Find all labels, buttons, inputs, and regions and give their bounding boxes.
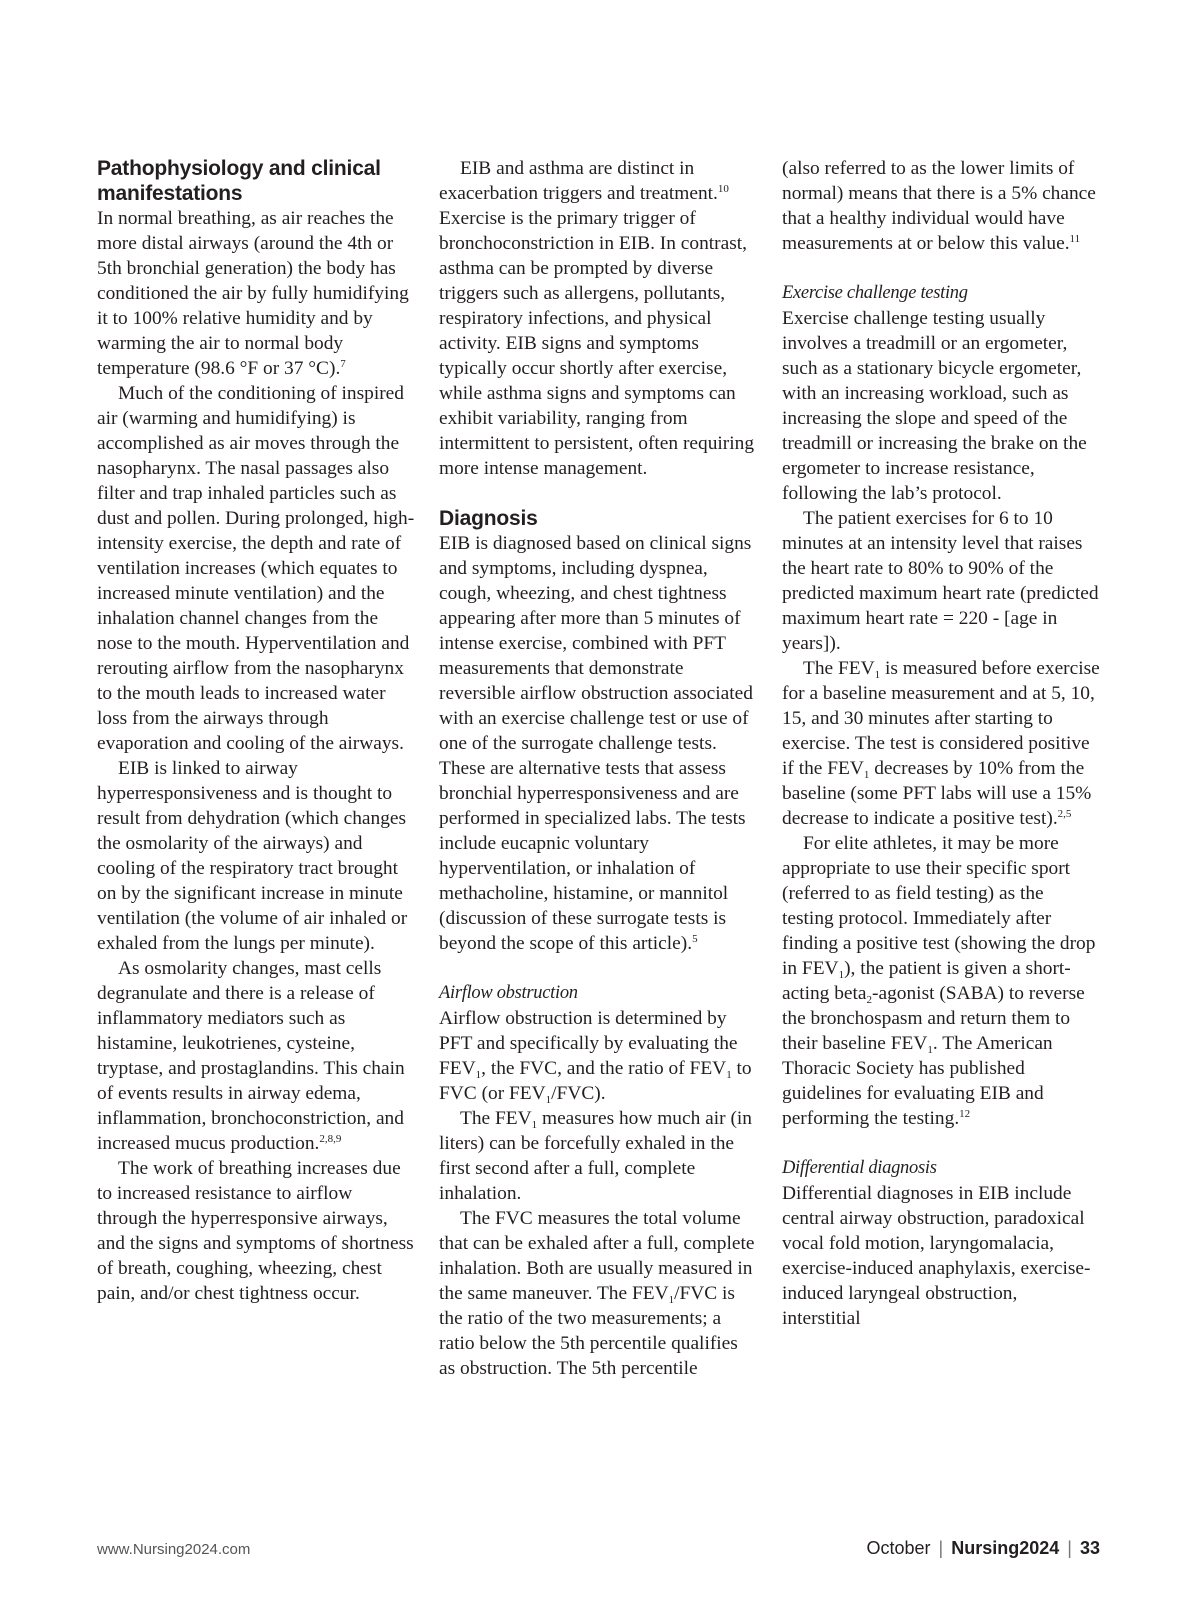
column-3 — [782, 156, 1100, 1331]
reference: 10 — [717, 183, 729, 195]
paragraph: EIB and asthma are distinct in exacerbation triggers and treatment.$^{10}$ Exercise is the primary trigger of bronchoconstriction in EIB. In contrast, asthma can be prompted by diverse triggers such as allergens, pollutants, respiratory infections, and physical activity. EIB signs and symptoms typically occur shortly after exercise, while asthma signs and symptoms can exhibit variability, ranging from intermittent to persistent, often requiring more intense management. — [439, 158, 755, 479]
paragraph: The $FEV_1$ measures how much air (in liters) can be forcefully exhaled in the first second after a full, complete inhalation. — [439, 1108, 752, 1204]
reference: 2,8,9 — [319, 1133, 342, 1145]
subheading-differential-diagnosis: Differential diagnosis — [782, 1158, 937, 1178]
footer-month: October — [866, 1538, 931, 1558]
paragraph: The patient exercises for 6 to 10 minutes at an intensity level that raises the heart rate to 80% to 90% of the predicted maximum heart rate (predicted maximum heart rate = 220 - [age in years]). — [782, 508, 1099, 654]
paragraph: Exercise challenge testing usually involves a treadmill or an ergometer, such as a stationary bicycle ergometer, with an increasing workload, such as increasing the slope and speed of the treadmill or increasing the brake on the ergometer to increase resistance, following the lab’s protocol. — [782, 308, 1087, 504]
footer-folio — [867, 1538, 1100, 1559]
paragraph: The $FEV_1$ is measured before exercise for a baseline measurement and at 5, 10, 15, and 30 minutes after starting to exercise. The test is considered positive if the $FEV_1$ decreases by 10% from the baseline (some PFT labs will use a 15% decrease to indicate a positive test).$^{2,5}$ — [782, 658, 1100, 829]
paragraph: Differential diagnoses in EIB include central airway obstruction, paradoxical vocal fold motion, laryngomalacia, exercise-induced anaphylaxis, exercise-induced laryngeal obstruction, interstitial — [782, 1183, 1091, 1329]
footer-brand: Nursing2024 — [951, 1538, 1060, 1558]
paragraph: The FVC measures the total volume that can be exhaled after a full, complete inhalation. Both are usually measured in the same maneuver. The $FEV_1$/FVC is the ratio of the two measurements; a ratio below the 5th percentile qualifies as obstruction. The 5th percentile — [439, 1208, 755, 1379]
paragraph: In normal breathing, as air reaches the more distal airways (around the 4th or 5th bronchial generation) the body has conditioned the air by fully humidifying it to 100% relative humidity and by warming the air to normal body temperature (98.6 °F or 37 °C).$^7$ — [97, 208, 409, 379]
paragraph: EIB is diagnosed based on clinical signs and symptoms, including dyspnea, cough, wheezing, and chest tightness appearing after more than 5 minutes of intense exercise, combined with PFT measurements that demonstrate reversible airflow obstruction associated with an exercise challenge test or use of one of the surrogate challenge tests. These are alternative tests that assess bronchial hyperresponsiveness and are performed in specialized labs. The tests include eucapnic voluntary hyperventilation, or inhalation of methacholine, histamine, or mannitol (discussion of these surrogate tests is beyond the scope of this article).$^5$ — [439, 533, 753, 954]
paragraph: EIB is linked to airway hyperresponsiveness and is thought to result from dehydration (which changes the osmolarity of the airways) and cooling of the respiratory tract brought on by the significant increase in minute ventilation (the volume of air inhaled or exhaled from the lungs per minute). — [97, 758, 408, 954]
footer-url: www.Nursing2024.com — [97, 1541, 251, 1558]
paragraph: The work of breathing increases due to increased resistance to airflow through the hyperresponsive airways, and the signs and symptoms of shortness of breath, coughing, wheezing, chest pain, and/or chest tightness occur. — [97, 1158, 414, 1304]
reference: 7 — [340, 358, 346, 370]
column-2 — [439, 156, 757, 1381]
footer-separator: | — [1067, 1538, 1072, 1558]
subheading-exercise-challenge-testing: Exercise challenge testing — [782, 283, 968, 303]
reference: 5 — [692, 933, 698, 945]
section-heading-diagnosis: Diagnosis — [439, 507, 538, 530]
paragraph: (also referred to as the lower limits of normal) means that there is a 5% chance that a healthy individual would have measurements at or below this value.$^{11}$ — [782, 158, 1096, 254]
footer-separator: | — [938, 1538, 944, 1558]
reference: 12 — [959, 1108, 971, 1120]
column-1 — [97, 156, 415, 1306]
paragraph: For elite athletes, it may be more appropriate to use their specific sport (referred to as field testing) as the testing protocol. Immediately after finding a positive test (showing the drop in $FEV_1$), the patient is given a short-acting beta$_2$-agonist (SABA) to reverse the bronchospasm and return them to their baseline $FEV_1$. The American Thoracic Society has published guidelines for evaluating EIB and performing the testing.$^{12}$ — [782, 833, 1096, 1129]
paragraph: Much of the conditioning of inspired air (warming and humidifying) is accomplished as air moves through the nasopharynx. The nasal passages also filter and trap inhaled particles such as dust and pollen. During prolonged, high-intensity exercise, the depth and rate of ventilation increases (which equates to increased minute ventilation) and the inhalation channel changes from the nose to the mouth. Hyperventilation and rerouting airflow from the nasopharynx to the mouth leads to increased water loss from the airways through evaporation and cooling of the airways. — [97, 383, 415, 754]
section-heading-pathophysiology: Pathophysiology and clinical manifestations — [97, 157, 381, 205]
page-number: 33 — [1079, 1538, 1100, 1558]
subheading-airflow-obstruction: Airflow obstruction — [439, 983, 578, 1003]
paragraph: As osmolarity changes, mast cells degranulate and there is a release of inflammatory mediators such as histamine, leukotrienes, cysteine, tryptase, and prostaglandins. This chain of events results in airway edema, inflammation, bronchoconstriction, and increased mucus production.$^{2,8,9}$ — [97, 958, 405, 1154]
reference: 2,5 — [1057, 808, 1072, 820]
reference: 11 — [1069, 233, 1081, 245]
paragraph: Airflow obstruction is determined by PFT and specifically by evaluating the $FEV_1$, the FVC, and the ratio of $FEV_1$ to FVC (or $FEV_1/FVC$). — [439, 1008, 752, 1106]
